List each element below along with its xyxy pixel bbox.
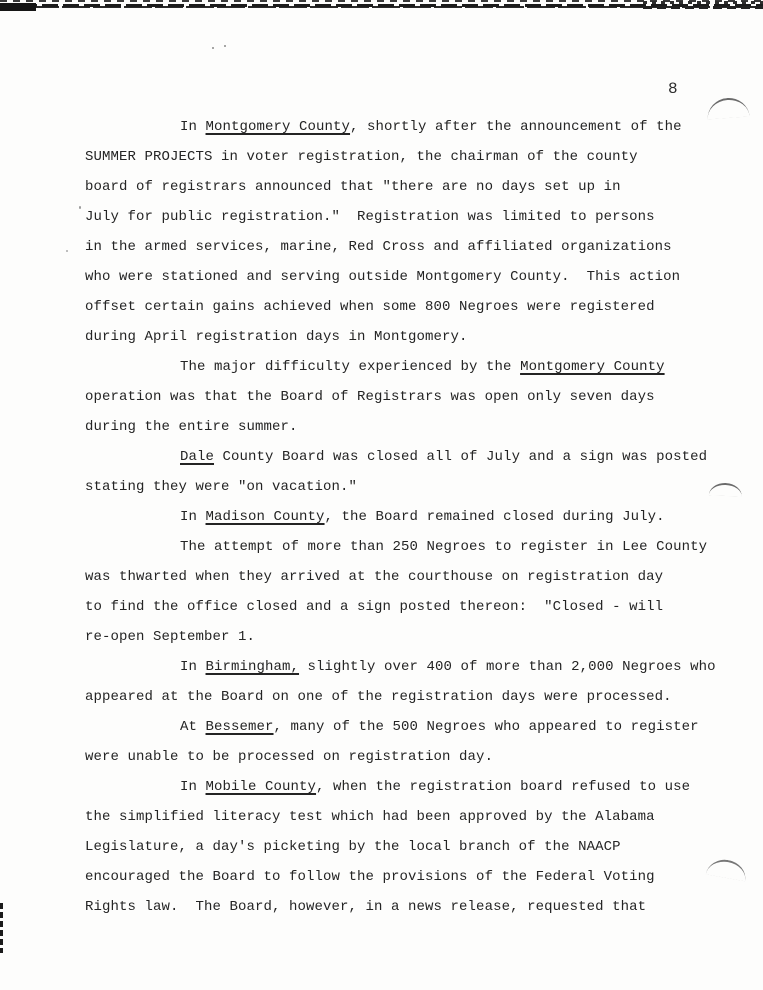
document-line — [85, 712, 705, 742]
underlined-text: Birmingham, — [205, 659, 300, 675]
scan-arc-mark-top — [706, 97, 749, 120]
text-segment: re-open September 1. — [85, 629, 256, 645]
scan-speck — [66, 250, 68, 252]
text-segment: was thwarted when they arrived at the courthouse on registration day — [85, 569, 664, 585]
scan-speck — [212, 47, 214, 49]
text-segment: appeared at the Board on one of the registration days were processed. — [85, 689, 672, 705]
text-segment: , shortly after the announcement of the — [350, 119, 682, 135]
document-line — [85, 622, 705, 652]
text-segment: the simplified literacy test which had been approved by the Alabama — [85, 809, 655, 825]
text-segment: The attempt of more than 250 Negroes to register in Lee County — [180, 539, 708, 555]
document-line — [85, 262, 705, 292]
page-number: 8 — [668, 80, 678, 98]
underlined-text: Dale — [180, 449, 215, 465]
underlined-text: Montgomery County — [205, 119, 351, 135]
text-segment: In — [180, 509, 206, 525]
scan-speck — [224, 45, 226, 47]
text-segment: slightly over 400 of more than 2,000 Negroes who — [299, 659, 716, 675]
document-line — [85, 892, 705, 922]
document-line — [85, 682, 705, 712]
document-line — [85, 322, 705, 352]
text-segment: encouraged the Board to follow the provisions of the Federal Voting — [85, 869, 655, 885]
text-segment: operation was that the Board of Registrars was open only seven days — [85, 389, 655, 405]
scan-edge-top-right-speckle — [643, 0, 763, 12]
text-segment: July for public registration." Registration was limited to persons — [85, 209, 655, 225]
document-line — [85, 862, 705, 892]
scan-edge-left-mark — [0, 903, 3, 953]
document-line — [85, 802, 705, 832]
text-segment: In — [180, 119, 206, 135]
document-line — [85, 412, 705, 442]
document-line — [85, 742, 705, 772]
underlined-text: Mobile County — [205, 779, 317, 795]
text-segment: were unable to be processed on registration day. — [85, 749, 494, 765]
text-segment: , many of the 500 Negroes who appeared to register — [273, 719, 699, 735]
text-segment: board of registrars announced that "there are no days set up in — [85, 179, 621, 195]
underlined-text: Montgomery County — [520, 359, 665, 375]
document-line — [85, 142, 705, 172]
document-line — [85, 172, 705, 202]
document-line — [85, 652, 716, 682]
document-line — [85, 532, 708, 562]
document-line — [85, 382, 705, 412]
underlined-text: Bessemer — [205, 719, 274, 735]
document-line — [85, 592, 705, 622]
text-segment: who were stationed and serving outside Montgomery County. This action — [85, 269, 681, 285]
text-segment: stating they were "on vacation." — [85, 479, 358, 495]
document-line — [85, 832, 705, 862]
document-line — [85, 472, 705, 502]
document-line — [85, 112, 705, 142]
scan-edge-top-left-block — [0, 3, 36, 11]
text-segment: during April registration days in Montgomery. — [85, 329, 468, 345]
text-segment: in the armed services, marine, Red Cross and affiliated organizations — [85, 239, 672, 255]
document-line — [85, 232, 705, 262]
scan-arc-mark-bottom — [706, 857, 749, 882]
text-segment: At — [180, 719, 206, 735]
text-segment: SUMMER PROJECTS in voter registration, the chairman of the county — [85, 149, 638, 165]
document-line — [85, 502, 705, 532]
text-segment: In — [180, 779, 206, 795]
document-line — [85, 772, 705, 802]
document-line — [85, 352, 705, 382]
text-segment: offset certain gains achieved when some 800 Negroes were registered — [85, 299, 655, 315]
text-segment: Rights law. The Board, however, in a news release, requested that — [85, 899, 647, 915]
text-segment: , when the registration board refused to use — [316, 779, 691, 795]
text-segment: , the Board remained closed during July. — [324, 509, 665, 525]
document-line — [85, 292, 705, 322]
text-segment: during the entire summer. — [85, 419, 298, 435]
document-line — [85, 562, 705, 592]
text-segment: to find the office closed and a sign posted thereon: "Closed - will — [85, 599, 664, 615]
document-line — [85, 442, 708, 472]
text-segment: In — [180, 659, 206, 675]
text-segment: The major difficulty experienced by the — [180, 359, 521, 375]
text-segment: Legislature, a day's picketing by the local branch of the NAACP — [85, 839, 621, 855]
scan-arc-mark-middle — [709, 482, 742, 496]
document-line — [85, 202, 705, 232]
text-segment: County Board was closed all of July and a sign was posted — [214, 449, 708, 465]
underlined-text: Madison County — [205, 509, 325, 525]
scan-speck — [79, 206, 81, 209]
document-lines — [85, 112, 716, 922]
